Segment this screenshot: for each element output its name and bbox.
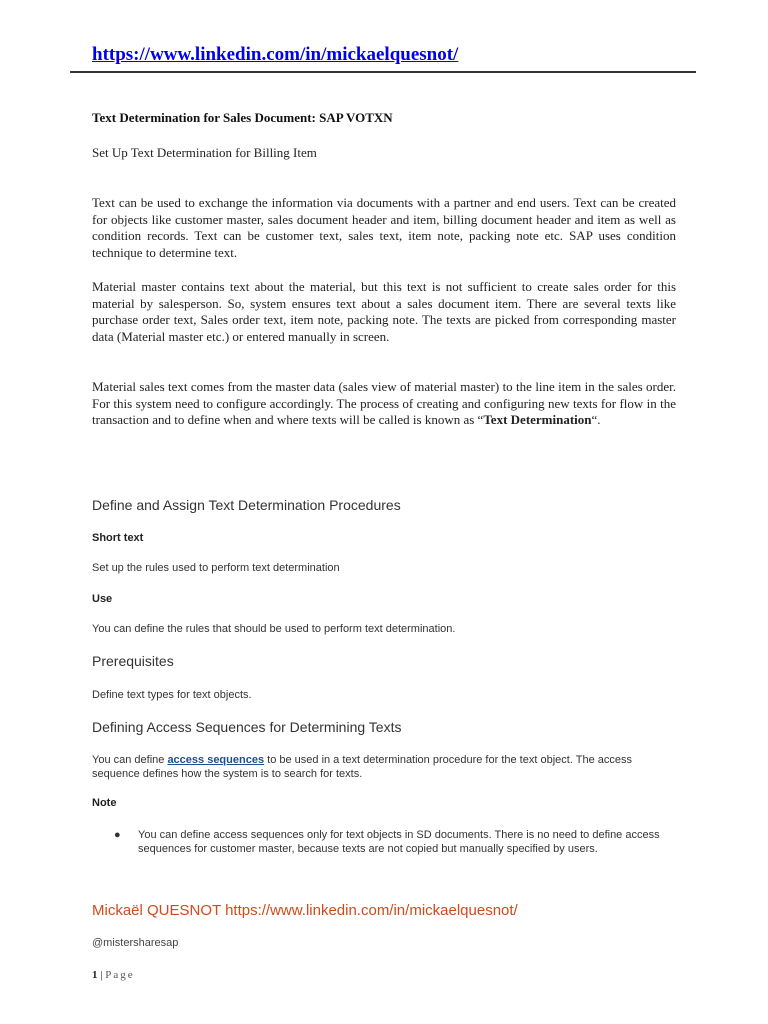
header-linkedin-link[interactable]: https://www.linkedin.com/in/mickaelquesnot/ [92, 44, 459, 65]
para3-text-after: “. [591, 412, 601, 427]
page-number-value: 1 [92, 969, 98, 981]
paragraph-intro: Text can be used to exchange the information via documents with a partner and end users. Text can be created for objects like customer master, sales document header and item, billing document header and item as well as condition records. Text can be customer text, sales text, item note, packing note etc. SAP uses condition technique to determine text. [92, 195, 676, 260]
heading-define-assign: Define and Assign Text Determination Procedures [92, 497, 401, 513]
note-label: Note [92, 797, 117, 809]
short-text-value: Set up the rules used to perform text determination [92, 562, 340, 574]
use-value: You can define the rules that should be used to perform text determination. [92, 623, 456, 635]
note-bullet-text: You can define access sequences only for text objects in SD documents. There is no need to define access sequences for customer master, because texts are not copied but manually specified by users. [138, 829, 660, 855]
access-text-before: You can define [92, 754, 168, 766]
short-text-label: Short text [92, 532, 144, 544]
heading-prerequisites: Prerequisites [92, 653, 174, 669]
page-label: Page [105, 969, 135, 981]
page-number [92, 969, 135, 981]
para3-text-before: Material sales text comes from the master data (sales view of material master) to the line item in the sales order. For this system need to configure accordingly. The process of creating and configuring new texts for flow in the transaction and to define when and where texts will be called is known as “ [92, 379, 676, 427]
footer-author-link[interactable]: Mickaël QUESNOT https://www.linkedin.com/in/mickaelquesnot/ [92, 902, 518, 919]
prerequisites-value: Define text types for text objects. [92, 689, 252, 701]
heading-access-sequences: Defining Access Sequences for Determining Texts [92, 719, 402, 735]
header-rule [70, 71, 696, 73]
footer-handle: @mistersharesap [92, 937, 179, 949]
access-text-after: to be used in a text determination procedure for the text object. The access sequence defines how the system is to search for texts. [92, 754, 632, 780]
use-label: Use [92, 593, 113, 605]
access-sequences-link[interactable]: access sequences [167, 754, 265, 766]
bullet-dot-icon: ● [114, 829, 121, 841]
paragraph-material-master: Material master contains text about the material, but this text is not sufficient to create sales order for this material by salesperson. So, system ensures text about a sales document item. There are several texts like purchase order text, Sales order text, item note, packing note. The texts are picked from corresponding master data (Material master etc.) or entered manually in screen. [92, 279, 676, 344]
para3-text-bold: Text Determination [483, 412, 592, 427]
document-subtitle: Set Up Text Determination for Billing Item [92, 145, 317, 160]
page-separator: | [97, 969, 106, 981]
access-sequences-paragraph [92, 754, 682, 781]
document-title: Text Determination for Sales Document: SAP VOTXN [92, 110, 393, 125]
paragraph-material-sales-text [92, 379, 676, 429]
